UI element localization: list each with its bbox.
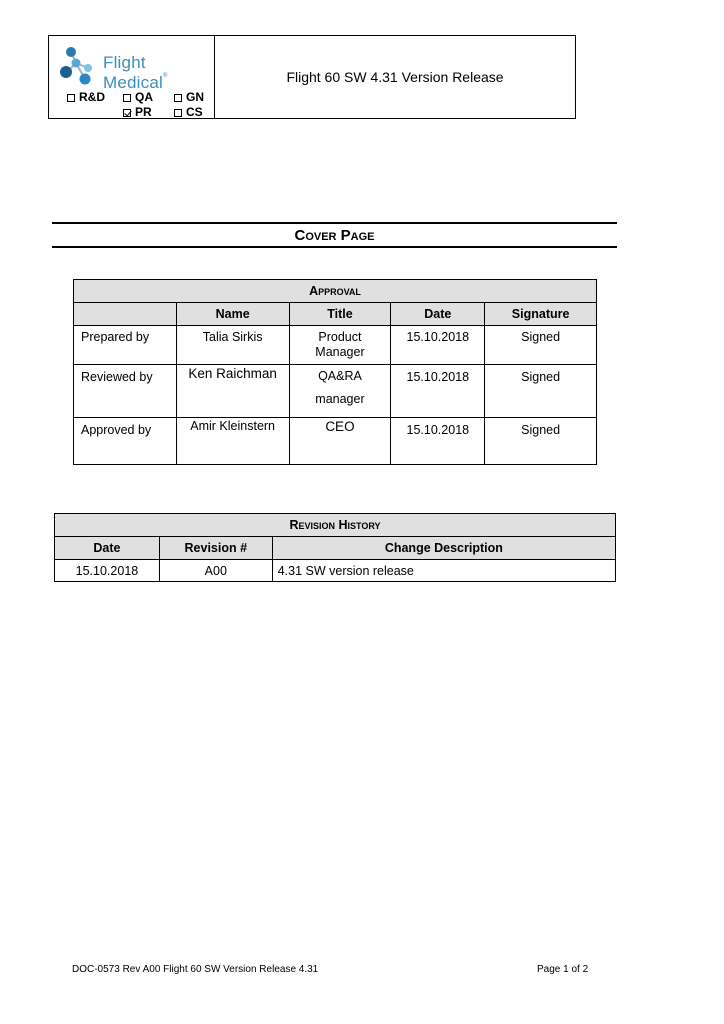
checkbox-unchecked-icon xyxy=(67,94,75,102)
column-header: Change Description xyxy=(272,537,615,560)
role-cell: Approved by xyxy=(74,418,177,465)
role-cell: Prepared by xyxy=(74,326,177,365)
footer-page-number: Page 1 of 2 xyxy=(537,964,589,975)
title-cell: Product Manager xyxy=(289,326,391,365)
table-row xyxy=(74,326,597,365)
checkbox-unchecked-icon xyxy=(123,94,131,102)
footer-document-reference: DOC-0573 Rev A00 Flight 60 SW Version Release 4.31 xyxy=(72,964,319,975)
checkbox-unchecked-icon xyxy=(174,94,182,102)
column-header: Revision # xyxy=(159,537,272,560)
title-cell: QA&RA manager xyxy=(289,365,391,418)
document-title: Flight 60 SW 4.31 Version Release xyxy=(286,69,504,85)
divider xyxy=(52,222,617,224)
date-cell: 15.10.2018 xyxy=(55,560,160,582)
change-description-cell: 4.31 SW version release xyxy=(272,560,615,582)
table-row xyxy=(74,365,597,418)
checkbox-qa[interactable]: QA xyxy=(123,90,153,105)
checkbox-gn[interactable]: GN xyxy=(174,90,204,105)
company-name: Flight Medical® xyxy=(103,53,168,92)
signature-cell: Signed xyxy=(485,418,597,465)
divider xyxy=(52,246,617,248)
company-logo xyxy=(49,36,214,92)
logo-cell xyxy=(49,36,215,118)
signature-cell: Signed xyxy=(485,326,597,365)
table-row xyxy=(55,560,616,582)
column-header: Date xyxy=(55,537,160,560)
title-cell: CEO xyxy=(289,418,391,465)
revision-cell: A00 xyxy=(159,560,272,582)
signature-cell: Signed xyxy=(485,365,597,418)
table-row xyxy=(74,418,597,465)
date-cell: 15.10.2018 xyxy=(391,418,485,465)
checkbox-rnd[interactable]: R&D xyxy=(67,90,105,105)
checkbox-checked-icon xyxy=(123,109,131,117)
column-header: Date xyxy=(391,303,485,326)
column-header: Signature xyxy=(485,303,597,326)
document-header xyxy=(48,35,576,119)
column-header xyxy=(74,303,177,326)
name-cell: Ken Raichman xyxy=(176,365,289,418)
date-cell: 15.10.2018 xyxy=(391,365,485,418)
checkbox-unchecked-icon xyxy=(174,109,182,117)
molecule-logo-icon xyxy=(57,43,105,89)
approval-table xyxy=(73,279,597,465)
cover-page-title: Cover Page xyxy=(294,227,375,244)
column-header: Name xyxy=(176,303,289,326)
column-header: Title xyxy=(289,303,391,326)
date-cell: 15.10.2018 xyxy=(391,326,485,365)
revision-history-table xyxy=(54,513,616,582)
revision-history-caption: Revision History xyxy=(55,514,616,537)
checkbox-cs[interactable]: CS xyxy=(174,105,203,120)
name-cell: Amir Kleinstern xyxy=(176,418,289,465)
role-cell: Reviewed by xyxy=(74,365,177,418)
checkbox-pr[interactable]: PR xyxy=(123,105,152,120)
approval-caption: Approval xyxy=(74,280,597,303)
name-cell: Talia Sirkis xyxy=(176,326,289,365)
